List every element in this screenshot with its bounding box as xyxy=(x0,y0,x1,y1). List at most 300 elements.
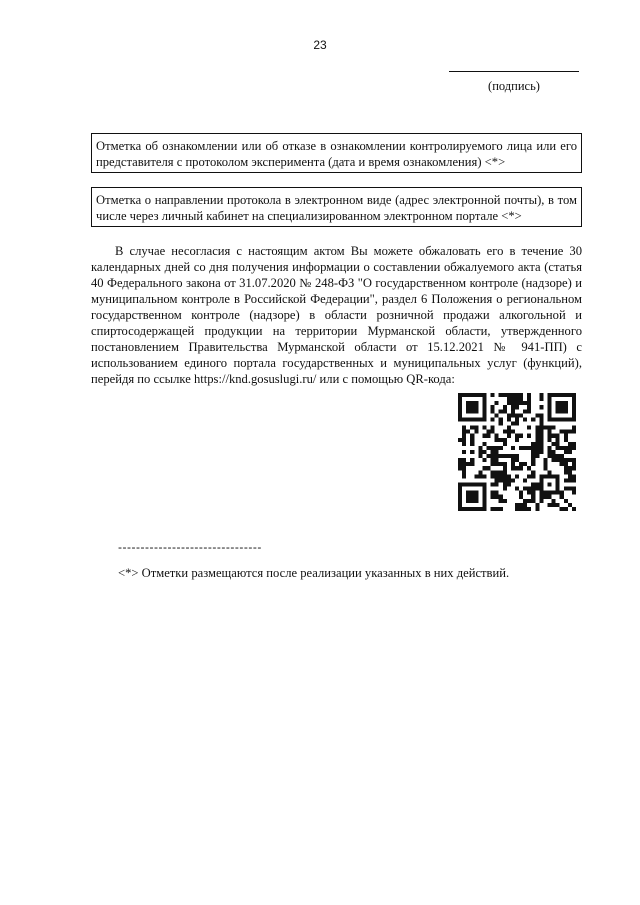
qr-module xyxy=(527,426,531,430)
qr-module xyxy=(499,507,503,511)
qr-module xyxy=(482,466,486,470)
qr-module xyxy=(539,495,543,499)
qr-module xyxy=(552,454,556,458)
qr-module xyxy=(499,417,503,421)
qr-module xyxy=(527,466,531,470)
qr-module xyxy=(556,434,560,438)
qr-module xyxy=(511,446,515,450)
qr-module xyxy=(539,446,543,450)
qr-module xyxy=(462,483,466,487)
qr-module xyxy=(568,450,572,454)
qr-module xyxy=(466,491,470,495)
qr-module xyxy=(474,409,478,413)
qr-module xyxy=(491,446,495,450)
qr-module xyxy=(515,421,519,425)
qr-module xyxy=(568,458,572,462)
qr-module xyxy=(564,462,568,466)
qr-code-icon[interactable] xyxy=(458,393,576,511)
qr-module xyxy=(474,430,478,434)
qr-module xyxy=(462,458,466,462)
qr-module xyxy=(519,507,523,511)
qr-module xyxy=(556,442,560,446)
qr-module xyxy=(474,491,478,495)
qr-module xyxy=(478,474,482,478)
qr-module xyxy=(511,397,515,401)
qr-module xyxy=(556,478,560,482)
qr-module xyxy=(470,458,474,462)
qr-module xyxy=(495,507,499,511)
qr-module xyxy=(539,417,543,421)
qr-module xyxy=(495,483,499,487)
qr-module xyxy=(495,470,499,474)
qr-module xyxy=(495,495,499,499)
qr-module xyxy=(572,426,576,430)
qr-module xyxy=(515,401,519,405)
qr-module xyxy=(535,483,539,487)
qr-module xyxy=(507,413,511,417)
qr-module xyxy=(462,430,466,434)
qr-module xyxy=(462,474,466,478)
qr-module xyxy=(556,458,560,462)
qr-module xyxy=(519,413,523,417)
qr-module xyxy=(552,434,556,438)
qr-module xyxy=(539,491,543,495)
qr-module xyxy=(519,466,523,470)
qr-module xyxy=(499,495,503,499)
qr-module xyxy=(556,405,560,409)
qr-module xyxy=(560,507,564,511)
qr-module xyxy=(507,397,511,401)
qr-module xyxy=(495,413,499,417)
qr-module xyxy=(511,462,515,466)
qr-module xyxy=(466,417,470,421)
qr-module xyxy=(523,401,527,405)
qr-module xyxy=(523,462,527,466)
qr-module xyxy=(552,499,556,503)
qr-module xyxy=(564,393,568,397)
qr-module xyxy=(482,474,486,478)
qr-module xyxy=(470,401,474,405)
qr-module xyxy=(458,438,462,442)
qr-module xyxy=(568,474,572,478)
qr-module xyxy=(478,454,482,458)
qr-module xyxy=(491,454,495,458)
qr-module xyxy=(560,393,564,397)
qr-module xyxy=(511,478,515,482)
qr-module xyxy=(503,442,507,446)
qr-module xyxy=(458,499,462,503)
qr-module xyxy=(552,474,556,478)
qr-module xyxy=(507,434,511,438)
qr-module xyxy=(556,483,560,487)
qr-module xyxy=(564,499,568,503)
qr-module xyxy=(548,417,552,421)
qr-module xyxy=(458,491,462,495)
qr-module xyxy=(539,405,543,409)
qr-module xyxy=(564,434,568,438)
qr-module xyxy=(543,495,547,499)
qr-module xyxy=(515,454,519,458)
qr-module xyxy=(572,409,576,413)
qr-module xyxy=(531,450,535,454)
qr-module xyxy=(482,434,486,438)
qr-module xyxy=(491,426,495,430)
qr-module xyxy=(556,417,560,421)
qr-module xyxy=(478,470,482,474)
qr-module xyxy=(511,405,515,409)
qr-module xyxy=(458,462,462,466)
qr-module xyxy=(466,405,470,409)
qr-module xyxy=(539,421,543,425)
qr-module xyxy=(470,507,474,511)
qr-module xyxy=(458,409,462,413)
qr-module xyxy=(564,478,568,482)
qr-module xyxy=(548,495,552,499)
qr-module xyxy=(474,474,478,478)
qr-module xyxy=(560,446,564,450)
qr-module xyxy=(556,409,560,413)
qr-module xyxy=(519,401,523,405)
qr-module xyxy=(491,458,495,462)
qr-module xyxy=(495,450,499,454)
qr-module xyxy=(527,409,531,413)
qr-module xyxy=(482,397,486,401)
qr-module xyxy=(519,495,523,499)
qr-module xyxy=(474,426,478,430)
qr-module xyxy=(482,450,486,454)
qr-module xyxy=(523,417,527,421)
qr-module xyxy=(470,409,474,413)
qr-module xyxy=(515,487,519,491)
qr-module xyxy=(552,393,556,397)
qr-module xyxy=(474,393,478,397)
qr-module xyxy=(531,487,535,491)
qr-module xyxy=(519,446,523,450)
qr-module xyxy=(486,434,490,438)
qr-module xyxy=(491,405,495,409)
qr-module xyxy=(535,434,539,438)
qr-module xyxy=(511,454,515,458)
qr-module xyxy=(462,438,466,442)
qr-module xyxy=(548,401,552,405)
qr-module xyxy=(503,478,507,482)
qr-module xyxy=(531,483,535,487)
qr-module xyxy=(535,430,539,434)
qr-module xyxy=(507,483,511,487)
footnote-text: <*> Отметки размещаются после реализации указанных в них действий. xyxy=(118,566,510,580)
qr-module xyxy=(556,487,560,491)
qr-module xyxy=(470,491,474,495)
qr-module xyxy=(539,499,543,503)
qr-module xyxy=(478,507,482,511)
qr-module xyxy=(491,495,495,499)
qr-module xyxy=(568,417,572,421)
qr-module xyxy=(462,434,466,438)
qr-module xyxy=(486,466,490,470)
qr-module xyxy=(515,438,519,442)
qr-module xyxy=(511,458,515,462)
qr-module xyxy=(543,426,547,430)
qr-module xyxy=(458,458,462,462)
qr-module xyxy=(572,393,576,397)
qr-module xyxy=(511,413,515,417)
qr-module xyxy=(535,413,539,417)
qr-module xyxy=(548,446,552,450)
qr-module xyxy=(527,405,531,409)
qr-module xyxy=(527,401,531,405)
qr-module xyxy=(458,495,462,499)
qr-module xyxy=(470,450,474,454)
qr-module xyxy=(531,446,535,450)
qr-module xyxy=(474,405,478,409)
qr-module xyxy=(564,470,568,474)
qr-module xyxy=(499,446,503,450)
qr-module xyxy=(458,401,462,405)
qr-module xyxy=(482,409,486,413)
qr-module xyxy=(519,393,523,397)
qr-module xyxy=(462,442,466,446)
qr-module xyxy=(495,401,499,405)
qr-module xyxy=(560,405,564,409)
qr-module xyxy=(482,491,486,495)
qr-module xyxy=(511,430,515,434)
qr-module xyxy=(556,454,560,458)
qr-module xyxy=(535,507,539,511)
qr-module xyxy=(568,487,572,491)
qr-module xyxy=(495,474,499,478)
qr-module xyxy=(531,442,535,446)
qr-module xyxy=(564,466,568,470)
qr-module xyxy=(556,446,560,450)
qr-module xyxy=(535,487,539,491)
qr-module xyxy=(539,434,543,438)
qr-module xyxy=(535,426,539,430)
qr-module xyxy=(568,466,572,470)
qr-module xyxy=(519,434,523,438)
qr-module xyxy=(527,434,531,438)
qr-module xyxy=(564,450,568,454)
qr-module xyxy=(572,474,576,478)
qr-module xyxy=(548,483,552,487)
qr-module xyxy=(495,458,499,462)
qr-module xyxy=(466,401,470,405)
qr-module xyxy=(543,491,547,495)
qr-module xyxy=(503,466,507,470)
qr-module xyxy=(458,487,462,491)
qr-module xyxy=(503,470,507,474)
qr-module xyxy=(543,474,547,478)
qr-module xyxy=(503,483,507,487)
qr-module xyxy=(539,487,543,491)
qr-module xyxy=(462,507,466,511)
qr-module xyxy=(552,458,556,462)
qr-module xyxy=(560,401,564,405)
qr-module xyxy=(548,430,552,434)
qr-module xyxy=(539,430,543,434)
qr-module xyxy=(556,503,560,507)
qr-module xyxy=(491,470,495,474)
qr-module xyxy=(486,446,490,450)
qr-module xyxy=(515,458,519,462)
qr-module xyxy=(478,417,482,421)
electronic-sending-mark-box: Отметка о направлении протокола в электронном виде (адрес электронной почты), в том числе через личный кабинет на специализированном электронном портале <*> xyxy=(91,187,582,227)
qr-code-graphic xyxy=(458,393,576,511)
qr-module xyxy=(564,507,568,511)
qr-module xyxy=(572,487,576,491)
qr-module xyxy=(523,446,527,450)
qr-module xyxy=(499,470,503,474)
qr-module xyxy=(482,442,486,446)
qr-module xyxy=(564,417,568,421)
qr-module xyxy=(572,478,576,482)
footnote-divider: -------------------------------- xyxy=(118,540,262,554)
qr-module xyxy=(491,409,495,413)
qr-module xyxy=(515,474,519,478)
qr-module xyxy=(495,438,499,442)
qr-module xyxy=(491,474,495,478)
qr-module xyxy=(482,503,486,507)
qr-module xyxy=(482,413,486,417)
qr-module xyxy=(466,409,470,413)
qr-module xyxy=(470,499,474,503)
qr-module xyxy=(507,393,511,397)
qr-module xyxy=(515,507,519,511)
qr-module xyxy=(560,458,564,462)
qr-module xyxy=(556,491,560,495)
qr-module xyxy=(491,483,495,487)
qr-module xyxy=(511,401,515,405)
qr-module xyxy=(491,507,495,511)
qr-module xyxy=(462,450,466,454)
qr-module xyxy=(491,491,495,495)
qr-module xyxy=(482,401,486,405)
acquaintance-mark-box: Отметка об ознакомлении или об отказе в ознакомлении контролируемого лица или его представителя с протоколом эксперимента (дата и время ознакомления) <*> xyxy=(91,133,582,173)
qr-module xyxy=(462,417,466,421)
qr-module xyxy=(458,483,462,487)
qr-module xyxy=(495,491,499,495)
qr-module xyxy=(523,503,527,507)
qr-module xyxy=(503,438,507,442)
qr-module xyxy=(564,430,568,434)
qr-module xyxy=(478,393,482,397)
qr-module xyxy=(552,426,556,430)
qr-module xyxy=(572,413,576,417)
qr-module xyxy=(507,430,511,434)
qr-module xyxy=(499,478,503,482)
qr-module xyxy=(478,450,482,454)
qr-module xyxy=(531,491,535,495)
qr-module xyxy=(548,405,552,409)
qr-module xyxy=(474,499,478,503)
qr-module xyxy=(482,487,486,491)
qr-module xyxy=(482,483,486,487)
qr-module xyxy=(491,430,495,434)
qr-module xyxy=(543,462,547,466)
qr-module xyxy=(572,458,576,462)
qr-module xyxy=(495,434,499,438)
qr-module xyxy=(495,462,499,466)
qr-module xyxy=(491,450,495,454)
qr-module xyxy=(568,442,572,446)
qr-module xyxy=(507,426,511,430)
qr-module xyxy=(564,409,568,413)
qr-module xyxy=(470,417,474,421)
qr-module xyxy=(466,430,470,434)
qr-module xyxy=(499,474,503,478)
qr-module xyxy=(511,466,515,470)
qr-module xyxy=(556,438,560,442)
qr-module xyxy=(572,405,576,409)
qr-module xyxy=(535,503,539,507)
qr-module xyxy=(539,450,543,454)
qr-module xyxy=(507,417,511,421)
qr-module xyxy=(539,426,543,430)
qr-module xyxy=(572,466,576,470)
qr-module xyxy=(491,462,495,466)
qr-module xyxy=(507,454,511,458)
qr-module xyxy=(462,470,466,474)
appeal-paragraph: В случае несогласия с настоящим актом Вы можете обжаловать его в течение 30 календарных дней со дня получения информации о составлении обжалуемого акта (статья 40 Федерального закона от 31.07.2020 № 248-ФЗ "О государственном контроле (надзоре) и муниципальном контроле в Российской Федерации", раздел 6 Положения о региональном государственном контроле (надзоре) в области розничной продажи алкогольной и спиртосодержащей продукции на территории Мурманской области, утвержденного постановлением Правительства Мурманской области от 15.12.2021 № 941-ПП) с использованием единого портала государственных и муниципальных услуг (функций), перейдя по ссылке https://knd.gosuslugi.ru/ или с помощью QR-кода: xyxy=(91,244,582,386)
qr-module xyxy=(474,401,478,405)
qr-module xyxy=(568,393,572,397)
qr-module xyxy=(499,499,503,503)
qr-module xyxy=(527,487,531,491)
qr-module xyxy=(515,466,519,470)
qr-module xyxy=(495,446,499,450)
qr-module xyxy=(470,426,474,430)
qr-module xyxy=(572,442,576,446)
qr-module xyxy=(564,438,568,442)
qr-module xyxy=(560,495,564,499)
qr-module xyxy=(556,401,560,405)
qr-module xyxy=(474,507,478,511)
qr-module xyxy=(458,405,462,409)
qr-module xyxy=(519,491,523,495)
qr-module xyxy=(515,397,519,401)
qr-module xyxy=(462,466,466,470)
qr-module xyxy=(548,450,552,454)
qr-module xyxy=(511,409,515,413)
qr-module xyxy=(515,413,519,417)
qr-module xyxy=(539,438,543,442)
qr-module xyxy=(539,393,543,397)
qr-module xyxy=(531,458,535,462)
qr-module xyxy=(548,409,552,413)
qr-module xyxy=(568,503,572,507)
qr-module xyxy=(548,470,552,474)
signature-caption: (подпись) xyxy=(488,79,540,93)
qr-module xyxy=(523,507,527,511)
qr-module xyxy=(572,462,576,466)
qr-module xyxy=(470,442,474,446)
qr-module xyxy=(527,397,531,401)
qr-module xyxy=(531,499,535,503)
qr-module xyxy=(486,454,490,458)
qr-module xyxy=(548,393,552,397)
qr-module xyxy=(556,474,560,478)
qr-module xyxy=(535,442,539,446)
qr-module xyxy=(548,397,552,401)
qr-module xyxy=(560,409,564,413)
qr-module xyxy=(564,458,568,462)
qr-module xyxy=(560,430,564,434)
qr-module xyxy=(503,409,507,413)
qr-module xyxy=(552,442,556,446)
qr-module xyxy=(548,503,552,507)
qr-module xyxy=(503,405,507,409)
qr-module xyxy=(458,413,462,417)
qr-module xyxy=(564,487,568,491)
